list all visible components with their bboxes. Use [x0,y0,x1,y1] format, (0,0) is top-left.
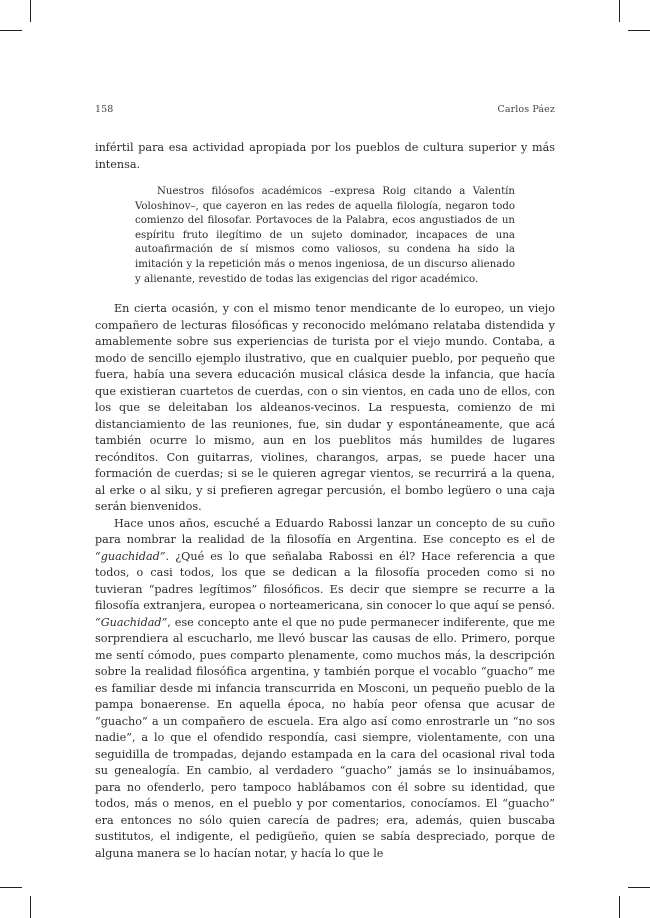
crop-mark-top-left-vertical [30,0,31,22]
term-guachidad: “guachidad” [95,549,166,563]
running-head [95,104,555,118]
crop-mark-top-right-horizontal [628,30,650,31]
crop-mark-top-right-vertical [619,0,620,22]
crop-mark-bottom-left-horizontal [0,887,22,888]
crop-mark-bottom-left-vertical [30,896,31,918]
paragraph-guachidad-text-a: Hace unos años, escuché a Eduardo Rabossi lanzar un concepto de su cuño para nombrar la realidad de la filosofía en Argentina. Ese concepto es el de [95,516,555,547]
paragraph-guachidad-text-b: . ¿Qué es lo que señalaba Rabossi en él? Hace referencia a que todos, o casi todos, los que se dedican a la filosofía proceden como si no tuvieran “padres legítimos” filosóficos. Es decir que siempre se recurre a la filosofía extranjera, europea o norteamericana, sin conocer lo que aquí se pensó. [95,549,555,613]
term-guachidad-2: “Guachidad” [95,615,168,629]
crop-mark-bottom-right-horizontal [628,887,650,888]
paragraph-melomano: En cierta ocasión, y con el mismo tenor mendicante de lo europeo, un viejo compañero de lecturas filosóficas y reconocido melómano relataba distendida y amablemente sobre sus experiencias de turista por el viejo mundo. Contaba, a modo de sencillo ejemplo ilustrativo, que en cualquier pueblo, por pequeño que fuera, había una severa educación musical clásica desde la infancia, que hacía que existieran cuartetos de cuerdas, con o sin vientos, en cada uno de ellos, con los que se deleitaban los aldeanos-vecinos. La respuesta, comienzo de mi distanciamiento de las reuniones, fue, sin dudar y espontáneamente, que acá también ocurre lo mismo, aun en los pueblitos más humildes de lugares recónditos. Con guitarras, violines, charangos, arpas, se puede hacer una formación de cuerdas; si se le quieren agregar vientos, se recurrirá a la quena, al erke o al siku, y si prefieren agregar percusión, el bombo legüero o una caja serán bienvenidos. [95,302,555,514]
crop-mark-top-left-horizontal [0,30,22,31]
running-head-author: Carlos Páez [497,104,555,115]
page-number: 158 [95,104,114,115]
page-body [95,140,555,862]
paragraph-guachidad [95,516,555,863]
crop-mark-bottom-right-vertical [619,896,620,918]
paragraph-guachidad-text-c: , ese concepto ante el que no pude permanecer indiferente, que me sorprendiera al escucharlo, me llevó buscar las causas de ello. Primero, porque me sentí cómodo, pues comparto plenamente, como muchos más, la descripción sobre la realidad filosófica argentina, y también porque el vocablo “guacho” me es familiar desde mi infancia transcurrida en Mosconi, un pequeño pueblo de la pampa bonaerense. En aquella época, no había peor ofensa que acusar de “guacho” a un compañero de escuela. Era algo así como enrostrarle un “no sos nadie”, a lo que el ofendido respondía, casi siempre, violentamente, con una seguidilla de trompadas, dejando estampada en la cara del ocasional rival toda su genealogía. En cambio, al verdadero “guacho” jamás se lo insinuábamos, para no ofenderlo, pero tampoco hablábamos con él sobre su identidad, que todos, más o menos, en el pueblo y por comentarios, conocíamos. El “guacho” era entonces no sólo quien carecía de padres; era, además, quien buscaba sustitutos, el indigente, el pedigüeño, quien se sabía despreciado, porque de alguna manera se lo hacían notar, y hacía lo que le [95,615,555,860]
block-quote: Nuestros filósofos académicos –expresa Roig citando a Valentín Voloshinov–, que cayeron en las redes de aquella filología, negaron todo comienzo del filosofar. Portavoces de la Palabra, ecos angustiados de un espíritu fruto ilegítimo de un sujeto dominador, incapaces de una autoafirmación de sí mismos como valiosos, su condena ha sido la imitación y la repetición más o menos ingeniosa, de un discurso alienado y alienante, revestido de todas las exigencias del rigor académico. [135,186,515,285]
paragraph-continuation: infértil para esa actividad apropiada por los pueblos de cultura superior y más intensa. [95,141,555,171]
